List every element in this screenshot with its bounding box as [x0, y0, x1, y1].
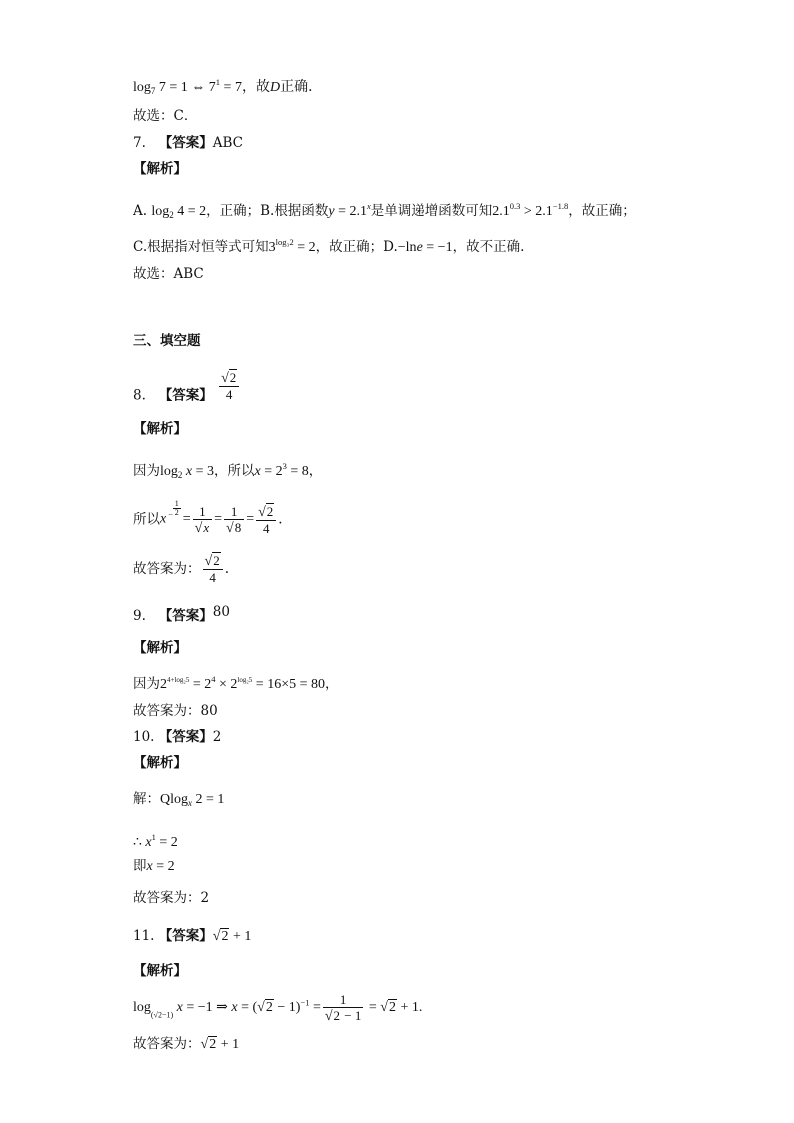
- math-text: ，故正确；D.: [315, 239, 398, 255]
- math-text: =: [365, 1000, 381, 1015]
- math-text: = 16×5 = 80: [252, 677, 325, 692]
- line-q10-step3: [133, 858, 175, 875]
- math-text: 8: [234, 519, 242, 535]
- answer-value: ABC: [212, 135, 244, 151]
- math-text: 1: [193, 504, 212, 520]
- math-text: x: [173, 1000, 183, 1015]
- math-text: 80: [212, 604, 230, 620]
- math-text: [323, 1008, 364, 1024]
- subscript: 7: [150, 86, 156, 96]
- math-text: 2: [169, 210, 174, 220]
- math-text: ，: [324, 676, 339, 692]
- line-option-c-d: [133, 234, 524, 256]
- math-text: x: [146, 859, 153, 874]
- math-text: x: [182, 464, 193, 479]
- math-text: [219, 370, 239, 387]
- math-text: log₂5: [237, 676, 253, 684]
- math-text: 10.: [133, 729, 155, 745]
- math-text: 2: [229, 370, 237, 385]
- math-text: 1: [224, 504, 244, 520]
- analysis-heading: 【解析】: [133, 161, 187, 177]
- math-text: [203, 553, 223, 570]
- analysis-heading: 【解析】: [133, 755, 187, 771]
- math-text: √: [194, 520, 203, 536]
- fraction: [219, 370, 239, 402]
- math-text: x: [231, 1000, 238, 1015]
- math-text: 是单调递增函数可知: [370, 203, 493, 219]
- question-9-answer: [133, 604, 230, 624]
- math-text: [258, 504, 274, 520]
- line-q11-step: [133, 992, 422, 1024]
- math-text: =: [214, 511, 223, 527]
- math-text: = −1: [422, 240, 453, 255]
- math-text: [195, 520, 210, 536]
- math-text: = −1 ⇒: [182, 1000, 232, 1015]
- text: log: [133, 80, 151, 95]
- math-text: 【答案】: [158, 387, 213, 404]
- math-text: −1.8: [552, 201, 569, 211]
- math-text: √: [258, 504, 266, 520]
- math-text: − 1): [273, 1000, 301, 1015]
- text: D: [269, 80, 281, 95]
- math-text: [380, 1000, 397, 1016]
- math-text: [224, 504, 244, 536]
- math-text: = 2: [260, 464, 283, 479]
- math-text: 2: [174, 508, 179, 517]
- math-text: √: [204, 554, 213, 569]
- line-q8-step1: [133, 458, 322, 483]
- math-text: + 1: [229, 929, 252, 944]
- math-text: 2: [265, 1000, 273, 1015]
- math-text: −1: [300, 997, 310, 1008]
- math-text: y: [328, 204, 335, 219]
- line-q9-result: 故答案为：80: [133, 703, 218, 719]
- math-text: log: [151, 204, 170, 219]
- math-text: ，故正确；: [568, 203, 636, 219]
- text: 7 = 1 ⇔ 7: [155, 80, 216, 95]
- math-text: 0.3: [509, 201, 521, 211]
- line-q10-step2: [133, 829, 178, 851]
- math-text: 2.1: [492, 204, 510, 219]
- text: = 7: [220, 80, 242, 95]
- line-q8-step2: [133, 500, 283, 536]
- math-text: [193, 504, 212, 536]
- math-text: 2: [213, 553, 220, 568]
- answer-choice-7: 故选：ABC: [133, 266, 204, 282]
- line-log7: [133, 74, 322, 99]
- math-text: 2: [388, 1000, 396, 1015]
- math-text: =: [246, 511, 255, 527]
- section-title: 三、填空题: [133, 333, 201, 349]
- math-text: x: [160, 511, 167, 527]
- math-text: [238, 1000, 258, 1015]
- math-text: [203, 553, 223, 585]
- math-text: > 2.1: [520, 204, 553, 219]
- math-text: = 3: [192, 464, 215, 479]
- math-text: [173, 500, 181, 517]
- math-text: 2 = 1: [192, 792, 225, 807]
- question-10-answer: [133, 729, 221, 745]
- text: 正确．: [280, 80, 323, 95]
- math-text: =: [309, 1000, 321, 1015]
- math-text: x: [254, 464, 261, 479]
- math-text: [325, 1008, 341, 1024]
- math-text: = 2: [293, 240, 316, 255]
- math-text: .: [224, 561, 229, 577]
- question-7-answer: [133, 135, 243, 151]
- math-text: 即: [133, 858, 147, 874]
- math-text: .: [278, 511, 283, 528]
- math-text: [257, 1000, 274, 1016]
- math-text: 故答案为：: [133, 561, 201, 577]
- math-text: ，正确；B.根据函数: [206, 203, 329, 219]
- math-text: x: [145, 835, 152, 850]
- math-text: + 1.: [396, 1000, 423, 1015]
- math-text: Q: [160, 792, 171, 807]
- analysis-heading: 【解析】: [133, 421, 187, 437]
- answer-choice-6: 故选：C．: [133, 108, 198, 124]
- math-text: √: [380, 1000, 388, 1015]
- question-number: 7.: [133, 135, 146, 151]
- math-text: [256, 504, 276, 521]
- math-text: [201, 1037, 218, 1053]
- math-text: 1: [323, 992, 364, 1008]
- answer-tag: 【答案】: [158, 135, 213, 151]
- math-text: =: [182, 511, 191, 527]
- math-text: √: [212, 929, 221, 944]
- math-text: 1: [151, 832, 156, 842]
- line-option-a-b: [133, 198, 636, 223]
- line-q10-result: 故答案为：2: [133, 890, 210, 906]
- math-text: 3: [282, 461, 287, 471]
- math-text: e: [416, 240, 423, 255]
- math-text: ∴: [133, 835, 146, 850]
- math-text: 2: [221, 929, 229, 944]
- line-q8-result: [133, 553, 229, 585]
- math-text: 9.: [133, 608, 146, 624]
- math-text: = 2: [152, 859, 175, 874]
- math-text: x: [366, 201, 371, 211]
- question-11-answer: [133, 928, 251, 945]
- math-text: 4: [209, 570, 216, 585]
- math-text: = 2.1: [334, 204, 367, 219]
- math-text: = 2: [189, 677, 212, 692]
- text: ，故: [241, 80, 270, 95]
- math-text: log: [160, 464, 178, 479]
- math-text: ，: [308, 463, 323, 479]
- math-text: x: [188, 798, 193, 808]
- math-text: C.根据指对恒等式可知: [133, 239, 269, 255]
- math-text: A.: [133, 203, 152, 219]
- math-text: 3: [268, 240, 276, 255]
- math-text: 解：: [133, 791, 160, 807]
- line-q11-result: [133, 1036, 239, 1053]
- math-text: √: [200, 1037, 209, 1052]
- math-text: [226, 520, 242, 536]
- math-text: − 1: [341, 1008, 362, 1023]
- math-text: 2: [160, 677, 167, 692]
- math-text: (√2−1): [150, 1010, 174, 1020]
- math-text: 因为: [133, 676, 160, 692]
- math-text: 4: [211, 674, 216, 684]
- math-text: 8.: [133, 387, 146, 404]
- superscript: 1: [215, 77, 221, 87]
- math-text: log: [133, 1000, 151, 1015]
- math-text: √: [257, 1000, 265, 1015]
- analysis-heading: 【解析】: [133, 640, 187, 656]
- math-text: [213, 929, 230, 945]
- math-text: 1: [174, 499, 179, 508]
- math-text: 4 = 2: [173, 204, 207, 219]
- math-text: 2: [333, 1008, 341, 1023]
- math-text: × 2: [215, 677, 238, 692]
- math-text: = (: [237, 1000, 258, 1015]
- math-text: x: [203, 519, 210, 535]
- math-text: 11.: [133, 928, 155, 944]
- math-text: [193, 520, 212, 536]
- math-text: [224, 520, 244, 536]
- math-text: −ln: [397, 240, 417, 255]
- math-text: [323, 992, 364, 1024]
- math-text: −: [168, 510, 173, 519]
- line-q10-step1: [133, 791, 224, 811]
- math-text: 4: [262, 520, 270, 536]
- math-text: 因为: [133, 463, 160, 479]
- math-text: log: [170, 792, 189, 807]
- math-text: ，故不正确.: [452, 239, 525, 255]
- math-text: √: [226, 520, 234, 536]
- math-text: 2: [177, 470, 183, 480]
- math-text: √: [221, 371, 229, 386]
- analysis-heading: 【解析】: [133, 963, 187, 979]
- math-text: = 8: [286, 464, 309, 479]
- math-text: ，所以: [214, 463, 255, 479]
- math-text: 【答案】: [158, 729, 213, 745]
- math-text: √: [324, 1009, 333, 1024]
- math-text: 【答案】: [158, 928, 213, 944]
- math-text: 2: [266, 503, 274, 519]
- math-text: [221, 370, 237, 386]
- math-text: 所以: [133, 511, 160, 528]
- math-text: 【答案】: [158, 608, 213, 624]
- math-text: [256, 504, 276, 536]
- math-text: log₃2: [275, 237, 294, 247]
- math-text: [205, 553, 221, 569]
- math-text: 2: [212, 729, 222, 745]
- line-q9-step: [133, 671, 338, 693]
- math-text: + 1: [217, 1037, 240, 1052]
- math-text: 4+log₂5: [167, 676, 190, 684]
- math-text: 4: [225, 387, 233, 402]
- question-8-answer: [133, 370, 241, 404]
- math-text: 故答案为：: [133, 1036, 201, 1052]
- math-text: = 2: [155, 835, 178, 850]
- math-text: 2: [209, 1037, 217, 1052]
